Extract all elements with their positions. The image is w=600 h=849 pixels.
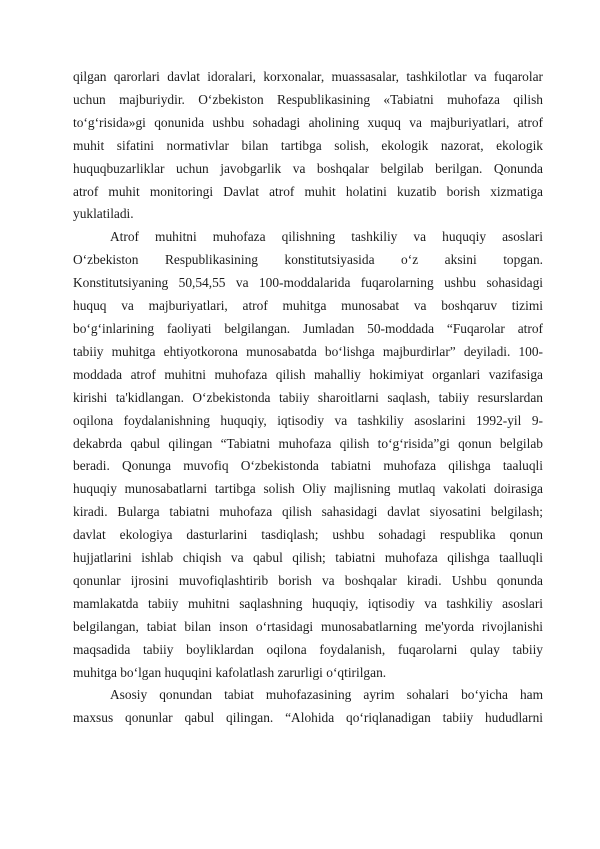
text-line: O‘zbekiston Respublikasining konstitutsiyasida o‘z aksini topgan. (73, 252, 543, 268)
text-line: oqilona foydalanishning huquqiy, iqtisodiy va tashkiliy asoslarini 1992-yil 9- (73, 412, 543, 428)
paragraph-2 (73, 226, 543, 684)
text-line: muhitga bo‘lgan huquqini kafolatlash zarurligi o‘qtirilgan. (73, 664, 387, 680)
text-line: davlat ekologiya dasturlarini tasdiqlash; ushbu sohadagi respublika qonun (73, 527, 543, 543)
text-line: Atrof muhitni muhofaza qilishning tashkiliy va huquqiy asoslari (110, 229, 543, 245)
text-line: to‘g‘risida»gi qonunida ushbu sohadagi aholining xuquq va majburiyatlari, atrof (73, 114, 543, 130)
text-line: maxsus qonunlar qabul qilingan. “Alohida qo‘riqlanadigan tabiiy hududlarni (73, 710, 543, 726)
text-line: huquqiy munosabatlarni tartibga solish Oliy majlisning mutlaq vakolati doirasiga (73, 481, 543, 497)
text-line: uchun majburiydir. O‘zbekiston Respublikasining «Tabiatni muhofaza qilish (73, 91, 543, 107)
paragraph-3 (73, 684, 543, 730)
text-line: Asosiy qonundan tabiat muhofazasining ayrim sohalari bo‘yicha ham (110, 687, 543, 703)
text-line: huquq va majburiyatlari, atrof muhitga munosabat va boshqaruv tizimi (73, 298, 543, 314)
text-line: qilgan qarorlari davlat idoralari, korxonalar, muassasalar, tashkilotlar va fuqarolar (73, 69, 543, 84)
text-line: belgilangan, tabiat bilan inson o‘rtasidagi munosabatlarning me'yorda rivojlanishi (73, 618, 543, 634)
text-line: kiradi. Bularga tabiatni muhofaza qilish sahasidagi davlat siyosatini belgilash; (73, 504, 543, 520)
text-line: bo‘g‘inlarining faoliyati belgilangan. Jumladan 50-moddada “Fuqarolar atrof (73, 320, 543, 336)
text-line: dekabrda qabul qilingan “Tabiatni muhofaza qilish to‘g‘risida”gi qonun belgilab (73, 435, 543, 451)
text-line: atrof muhit monitoringi Davlat atrof muhit holatini kuzatib borish xizmatiga (73, 183, 543, 199)
text-line: kirishi ta'kidlangan. O‘zbekistonda tabiiy sharoitlarni saqlash, tabiiy resurslardan (73, 389, 543, 405)
text-line: huquqbuzarliklar uchun javobgarlik va boshqalar belgilab berilgan. Qonunda (73, 160, 543, 176)
text-line: qonunlar ijrosini muvofiqlashtirib borish va boshqalar kiradi. Ushbu qonunda (73, 572, 543, 588)
paragraph-1 (73, 66, 543, 226)
text-line: Konstitutsiyaning 50,54,55 va 100-moddalarida fuqarolarning ushbu sohasidagi (73, 275, 543, 291)
text-line: hujjatlarini ishlab chiqish va qabul qilish; tabiatni muhofaza qilishga taalluqli (73, 550, 543, 566)
text-line: beradi. Qonunga muvofiq O‘zbekistonda tabiatni muhofaza qilishga taaluqli (73, 458, 543, 474)
document-page (73, 66, 543, 730)
text-line: tabiiy muhitga ehtiyotkorona munosabatda bo‘lishga majburdirlar” deyiladi. 100- (73, 343, 543, 359)
text-line: yuklatiladi. (73, 206, 134, 222)
text-line: mamlakatda tabiiy muhitni saqlashning huquqiy, iqtisodiy va tashkiliy asoslari (73, 595, 543, 611)
text-line: moddada atrof muhitni muhofaza qilish mahalliy hokimiyat organlari vazifasiga (73, 366, 543, 382)
text-line: maqsadida tabiiy boyliklardan oqilona foydalanish, fuqarolarni qulay tabiiy (73, 641, 543, 657)
text-line: muhit sifatini normativlar bilan tartibga solish, ekologik nazorat, ekologik (73, 137, 543, 153)
